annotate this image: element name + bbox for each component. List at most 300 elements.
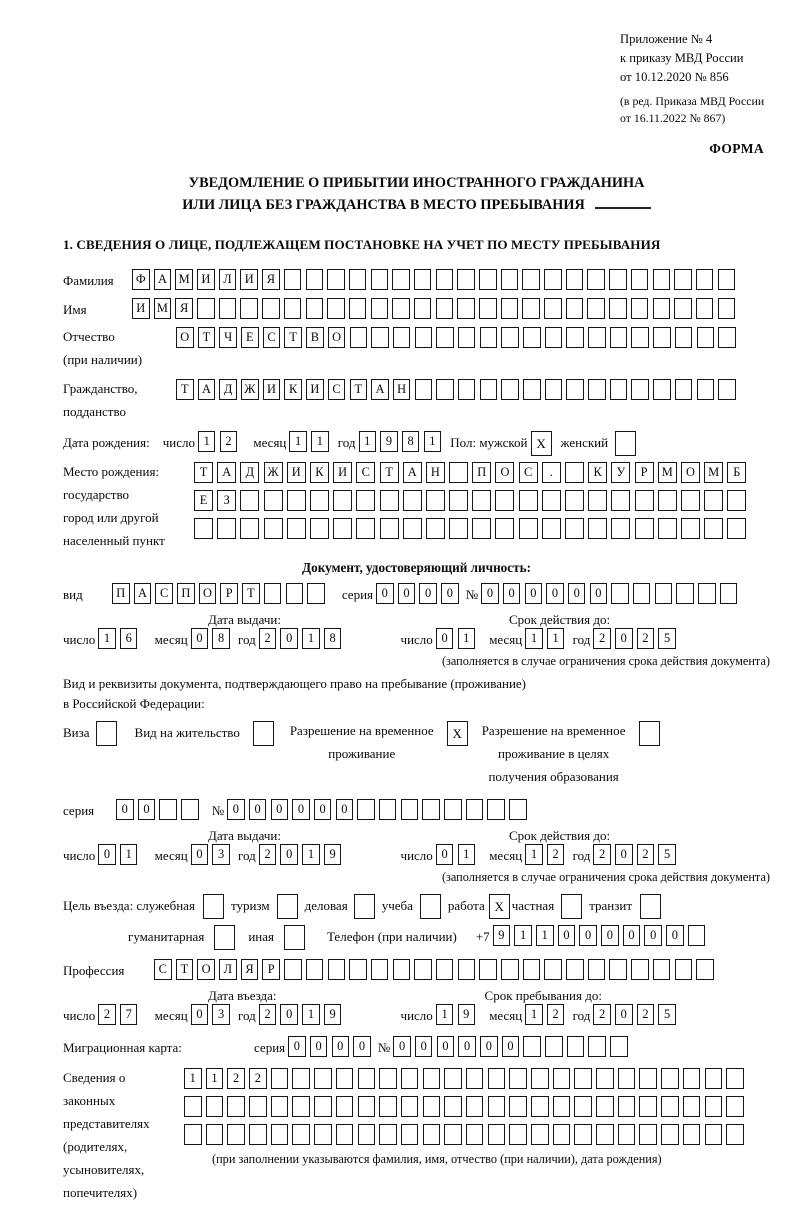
legal-reps-row3-cell-26[interactable] [726, 1124, 744, 1145]
patronymic-cell-16[interactable] [501, 327, 519, 348]
birthplace-row1-cell-2[interactable]: А [217, 462, 236, 483]
mc-number-cell-5[interactable]: 0 [480, 1036, 498, 1057]
stay-year-cell-2[interactable]: 0 [615, 1004, 633, 1025]
firstname-cell-19[interactable] [522, 298, 540, 319]
mc-number-cell-1[interactable]: 0 [393, 1036, 411, 1057]
legal-reps-row2-cell-11[interactable] [401, 1096, 419, 1117]
legal-reps-row1-cell-24[interactable] [683, 1068, 701, 1089]
doc-number-cell-4[interactable]: 0 [546, 583, 564, 604]
patronymic-cell-14[interactable] [458, 327, 476, 348]
firstname-cell-4[interactable] [197, 298, 215, 319]
surname-cell-20[interactable] [544, 269, 562, 290]
legal-reps-row1-cell-14[interactable] [466, 1068, 484, 1089]
profession-cell-15[interactable] [458, 959, 476, 980]
birthplace-row3-cell-19[interactable] [611, 518, 630, 539]
doc-number-cell-1[interactable]: 0 [481, 583, 499, 604]
legal-reps-row1-cell-26[interactable] [726, 1068, 744, 1089]
mc-number-cell-2[interactable]: 0 [415, 1036, 433, 1057]
birthplace-row1-cell-4[interactable]: Ж [264, 462, 283, 483]
birthplace-row2-cell-5[interactable] [287, 490, 306, 511]
legal-reps-row2-cell-18[interactable] [553, 1096, 571, 1117]
firstname-cell-1[interactable]: И [132, 298, 150, 319]
permit-issue-year-cell-4[interactable]: 9 [324, 844, 342, 865]
birthplace-row3-cell-11[interactable] [426, 518, 445, 539]
permit-series-cell-2[interactable]: 0 [138, 799, 156, 820]
phone-number-cell-6[interactable]: 0 [601, 925, 619, 946]
doc-valid-year-cell-2[interactable]: 0 [615, 628, 633, 649]
birthplace-row3-cell-15[interactable] [519, 518, 538, 539]
birthplace-row3-cell-8[interactable] [356, 518, 375, 539]
legal-reps-row1-cell-13[interactable] [444, 1068, 462, 1089]
legal-reps-row3-cell-5[interactable] [271, 1124, 289, 1145]
residence-permit-checkbox[interactable] [253, 721, 274, 746]
firstname-cell-10[interactable] [327, 298, 345, 319]
birthplace-row3-cell-3[interactable] [240, 518, 259, 539]
surname-cell-12[interactable] [371, 269, 389, 290]
legal-reps-row1-cell-18[interactable] [553, 1068, 571, 1089]
citizenship-cell-18[interactable] [545, 379, 563, 400]
purpose-study-checkbox[interactable] [420, 894, 441, 919]
doc-number-cell-12[interactable] [720, 583, 738, 604]
purpose-tourism-checkbox[interactable] [277, 894, 298, 919]
phone-number-cell-2[interactable]: 1 [514, 925, 532, 946]
surname-cell-19[interactable] [522, 269, 540, 290]
permit-number-cell-8[interactable] [379, 799, 397, 820]
surname-cell-11[interactable] [349, 269, 367, 290]
patronymic-cell-6[interactable]: Т [284, 327, 302, 348]
doc-number-cell-2[interactable]: 0 [503, 583, 521, 604]
birth-day-cell-2[interactable]: 2 [220, 431, 238, 452]
mc-number-cell-7[interactable] [523, 1036, 541, 1057]
legal-reps-row1-cell-9[interactable] [358, 1068, 376, 1089]
surname-cell-26[interactable] [674, 269, 692, 290]
permit-number-cell-6[interactable]: 0 [336, 799, 354, 820]
birthplace-row2-cell-14[interactable] [495, 490, 514, 511]
citizenship-cell-8[interactable]: С [328, 379, 346, 400]
surname-cell-23[interactable] [609, 269, 627, 290]
phone-number-cell-1[interactable]: 9 [493, 925, 511, 946]
citizenship-cell-23[interactable] [653, 379, 671, 400]
legal-reps-row2-cell-9[interactable] [358, 1096, 376, 1117]
legal-reps-row3-cell-23[interactable] [661, 1124, 679, 1145]
doc-number-cell-9[interactable] [655, 583, 673, 604]
firstname-cell-15[interactable] [436, 298, 454, 319]
patronymic-cell-4[interactable]: Е [241, 327, 259, 348]
firstname-cell-13[interactable] [392, 298, 410, 319]
doc-type-cell-10[interactable] [307, 583, 325, 604]
legal-reps-row3-cell-15[interactable] [488, 1124, 506, 1145]
profession-cell-13[interactable] [414, 959, 432, 980]
birthplace-row3-cell-7[interactable] [333, 518, 352, 539]
birthplace-row1-cell-23[interactable]: М [704, 462, 723, 483]
firstname-cell-28[interactable] [718, 298, 736, 319]
patronymic-cell-15[interactable] [480, 327, 498, 348]
citizenship-cell-13[interactable] [436, 379, 454, 400]
birthplace-row1-cell-24[interactable]: Б [727, 462, 746, 483]
doc-valid-year-cell-1[interactable]: 2 [593, 628, 611, 649]
doc-type-cell-2[interactable]: А [134, 583, 152, 604]
birthplace-row3-cell-4[interactable] [264, 518, 283, 539]
legal-reps-row2-cell-25[interactable] [705, 1096, 723, 1117]
mc-series-cell-4[interactable]: 0 [353, 1036, 371, 1057]
birthplace-row3-cell-9[interactable] [380, 518, 399, 539]
mc-number-cell-9[interactable] [567, 1036, 585, 1057]
legal-reps-row3-cell-14[interactable] [466, 1124, 484, 1145]
firstname-cell-24[interactable] [631, 298, 649, 319]
birthplace-row3-cell-6[interactable] [310, 518, 329, 539]
birthplace-row2-cell-21[interactable] [658, 490, 677, 511]
firstname-cell-7[interactable] [262, 298, 280, 319]
firstname-cell-21[interactable] [566, 298, 584, 319]
legal-reps-row3-cell-16[interactable] [509, 1124, 527, 1145]
profession-cell-10[interactable] [349, 959, 367, 980]
surname-cell-8[interactable] [284, 269, 302, 290]
legal-reps-row3-cell-1[interactable] [184, 1124, 202, 1145]
birthplace-row3-cell-24[interactable] [727, 518, 746, 539]
firstname-cell-25[interactable] [653, 298, 671, 319]
birthplace-row1-cell-8[interactable]: С [356, 462, 375, 483]
firstname-cell-27[interactable] [696, 298, 714, 319]
patronymic-cell-5[interactable]: С [263, 327, 281, 348]
birthplace-row2-cell-2[interactable]: З [217, 490, 236, 511]
legal-reps-row2-cell-12[interactable] [423, 1096, 441, 1117]
citizenship-cell-2[interactable]: А [198, 379, 216, 400]
visa-checkbox[interactable] [96, 721, 117, 746]
profession-cell-11[interactable] [371, 959, 389, 980]
permit-number-cell-7[interactable] [357, 799, 375, 820]
legal-reps-row2-cell-16[interactable] [509, 1096, 527, 1117]
profession-cell-20[interactable] [566, 959, 584, 980]
firstname-cell-26[interactable] [674, 298, 692, 319]
surname-cell-3[interactable]: М [175, 269, 193, 290]
profession-cell-24[interactable] [653, 959, 671, 980]
birthplace-row1-cell-21[interactable]: М [658, 462, 677, 483]
patronymic-cell-13[interactable] [436, 327, 454, 348]
purpose-business-checkbox[interactable] [354, 894, 375, 919]
birthplace-row2-cell-3[interactable] [240, 490, 259, 511]
legal-reps-row3-cell-9[interactable] [358, 1124, 376, 1145]
birthplace-row1-cell-7[interactable]: И [333, 462, 352, 483]
birthplace-row3-cell-23[interactable] [704, 518, 723, 539]
citizenship-cell-3[interactable]: Д [219, 379, 237, 400]
doc-issue-month-cell-2[interactable]: 8 [212, 628, 230, 649]
stay-month-cell-1[interactable]: 1 [525, 1004, 543, 1025]
doc-series-cell-4[interactable]: 0 [441, 583, 459, 604]
doc-type-cell-7[interactable]: Т [242, 583, 260, 604]
surname-cell-1[interactable]: Ф [132, 269, 150, 290]
birthplace-row3-cell-16[interactable] [542, 518, 561, 539]
legal-reps-row3-cell-20[interactable] [596, 1124, 614, 1145]
surname-cell-21[interactable] [566, 269, 584, 290]
citizenship-cell-7[interactable]: И [306, 379, 324, 400]
permit-series-cell-3[interactable] [159, 799, 177, 820]
legal-reps-row2-cell-21[interactable] [618, 1096, 636, 1117]
entry-year-cell-4[interactable]: 9 [324, 1004, 342, 1025]
doc-number-cell-8[interactable] [633, 583, 651, 604]
firstname-cell-17[interactable] [479, 298, 497, 319]
profession-cell-1[interactable]: С [154, 959, 172, 980]
doc-issue-year-cell-2[interactable]: 0 [280, 628, 298, 649]
permit-valid-day-cell-1[interactable]: 0 [436, 844, 454, 865]
birthplace-row3-cell-21[interactable] [658, 518, 677, 539]
legal-reps-row3-cell-21[interactable] [618, 1124, 636, 1145]
surname-cell-15[interactable] [436, 269, 454, 290]
patronymic-cell-17[interactable] [523, 327, 541, 348]
birth-year-cell-1[interactable]: 1 [359, 431, 377, 452]
birthplace-row3-cell-12[interactable] [449, 518, 468, 539]
birthplace-row2-cell-23[interactable] [704, 490, 723, 511]
legal-reps-row1-cell-16[interactable] [509, 1068, 527, 1089]
citizenship-cell-10[interactable]: А [371, 379, 389, 400]
birth-month-cell-1[interactable]: 1 [289, 431, 307, 452]
legal-reps-row1-cell-23[interactable] [661, 1068, 679, 1089]
permit-issue-year-cell-1[interactable]: 2 [259, 844, 277, 865]
legal-reps-row1-cell-22[interactable] [639, 1068, 657, 1089]
permit-number-cell-13[interactable] [487, 799, 505, 820]
profession-cell-25[interactable] [675, 959, 693, 980]
patronymic-cell-3[interactable]: Ч [219, 327, 237, 348]
entry-month-cell-2[interactable]: 3 [212, 1004, 230, 1025]
permit-number-cell-4[interactable]: 0 [292, 799, 310, 820]
permit-number-cell-10[interactable] [422, 799, 440, 820]
birthplace-row2-cell-13[interactable] [472, 490, 491, 511]
birthplace-row3-cell-10[interactable] [403, 518, 422, 539]
patronymic-cell-12[interactable] [415, 327, 433, 348]
legal-reps-row3-cell-22[interactable] [639, 1124, 657, 1145]
legal-reps-row1-cell-2[interactable]: 1 [206, 1068, 224, 1089]
doc-number-cell-3[interactable]: 0 [525, 583, 543, 604]
phone-number-cell-7[interactable]: 0 [623, 925, 641, 946]
birthplace-row3-cell-18[interactable] [588, 518, 607, 539]
doc-type-cell-9[interactable] [286, 583, 304, 604]
firstname-cell-16[interactable] [457, 298, 475, 319]
firstname-cell-18[interactable] [501, 298, 519, 319]
birthplace-row1-cell-6[interactable]: К [310, 462, 329, 483]
doc-number-cell-11[interactable] [698, 583, 716, 604]
birthplace-row3-cell-5[interactable] [287, 518, 306, 539]
firstname-cell-6[interactable] [240, 298, 258, 319]
permit-valid-year-cell-4[interactable]: 5 [658, 844, 676, 865]
birthplace-row3-cell-20[interactable] [635, 518, 654, 539]
citizenship-cell-17[interactable] [523, 379, 541, 400]
phone-number-cell-5[interactable]: 0 [579, 925, 597, 946]
stay-month-cell-2[interactable]: 2 [547, 1004, 565, 1025]
entry-year-cell-3[interactable]: 1 [302, 1004, 320, 1025]
legal-reps-row1-cell-5[interactable] [271, 1068, 289, 1089]
phone-number-cell-10[interactable] [688, 925, 706, 946]
profession-cell-6[interactable]: Р [262, 959, 280, 980]
stay-day-cell-1[interactable]: 1 [436, 1004, 454, 1025]
citizenship-cell-26[interactable] [718, 379, 736, 400]
surname-cell-16[interactable] [457, 269, 475, 290]
mc-series-cell-2[interactable]: 0 [310, 1036, 328, 1057]
doc-issue-year-cell-3[interactable]: 1 [302, 628, 320, 649]
birthplace-row2-cell-9[interactable] [380, 490, 399, 511]
profession-cell-7[interactable] [284, 959, 302, 980]
birthplace-row2-cell-8[interactable] [356, 490, 375, 511]
doc-number-cell-6[interactable]: 0 [590, 583, 608, 604]
birthplace-row2-cell-18[interactable] [588, 490, 607, 511]
doc-valid-year-cell-3[interactable]: 2 [637, 628, 655, 649]
legal-reps-row3-cell-19[interactable] [574, 1124, 592, 1145]
patronymic-cell-18[interactable] [545, 327, 563, 348]
legal-reps-row3-cell-7[interactable] [314, 1124, 332, 1145]
patronymic-cell-8[interactable]: О [328, 327, 346, 348]
entry-year-cell-2[interactable]: 0 [280, 1004, 298, 1025]
permit-issue-year-cell-3[interactable]: 1 [302, 844, 320, 865]
legal-reps-row3-cell-24[interactable] [683, 1124, 701, 1145]
patronymic-cell-10[interactable] [371, 327, 389, 348]
birthplace-row2-cell-19[interactable] [611, 490, 630, 511]
surname-cell-27[interactable] [696, 269, 714, 290]
surname-cell-9[interactable] [306, 269, 324, 290]
permit-valid-month-cell-2[interactable]: 2 [547, 844, 565, 865]
birthplace-row3-cell-1[interactable] [194, 518, 213, 539]
birthplace-row1-cell-3[interactable]: Д [240, 462, 259, 483]
legal-reps-row2-cell-5[interactable] [271, 1096, 289, 1117]
birthplace-row1-cell-22[interactable]: О [681, 462, 700, 483]
doc-issue-day-cell-2[interactable]: 6 [120, 628, 138, 649]
legal-reps-row1-cell-4[interactable]: 2 [249, 1068, 267, 1089]
surname-cell-17[interactable] [479, 269, 497, 290]
surname-cell-14[interactable] [414, 269, 432, 290]
legal-reps-row1-cell-19[interactable] [574, 1068, 592, 1089]
profession-cell-14[interactable] [436, 959, 454, 980]
birth-year-cell-2[interactable]: 9 [380, 431, 398, 452]
male-checkbox[interactable]: X [531, 431, 552, 456]
phone-number-cell-9[interactable]: 0 [666, 925, 684, 946]
surname-cell-7[interactable]: Я [262, 269, 280, 290]
purpose-private-checkbox[interactable] [561, 894, 582, 919]
profession-cell-8[interactable] [306, 959, 324, 980]
temp-residence-checkbox[interactable]: X [447, 721, 468, 746]
legal-reps-row1-cell-6[interactable] [292, 1068, 310, 1089]
permit-series-cell-1[interactable]: 0 [116, 799, 134, 820]
doc-type-cell-3[interactable]: С [155, 583, 173, 604]
patronymic-cell-19[interactable] [566, 327, 584, 348]
doc-type-cell-6[interactable]: Р [220, 583, 238, 604]
doc-valid-year-cell-4[interactable]: 5 [658, 628, 676, 649]
legal-reps-row2-cell-19[interactable] [574, 1096, 592, 1117]
legal-reps-row3-cell-8[interactable] [336, 1124, 354, 1145]
female-checkbox[interactable] [615, 431, 636, 456]
birthplace-row1-cell-17[interactable] [565, 462, 584, 483]
doc-issue-month-cell-1[interactable]: 0 [191, 628, 209, 649]
birth-year-cell-3[interactable]: 8 [402, 431, 420, 452]
permit-number-cell-1[interactable]: 0 [227, 799, 245, 820]
entry-month-cell-1[interactable]: 0 [191, 1004, 209, 1025]
legal-reps-row2-cell-6[interactable] [292, 1096, 310, 1117]
profession-cell-2[interactable]: Т [176, 959, 194, 980]
firstname-cell-8[interactable] [284, 298, 302, 319]
entry-day-cell-1[interactable]: 2 [98, 1004, 116, 1025]
citizenship-cell-6[interactable]: К [284, 379, 302, 400]
entry-day-cell-2[interactable]: 7 [120, 1004, 138, 1025]
doc-valid-day-cell-2[interactable]: 1 [458, 628, 476, 649]
birthplace-row1-cell-14[interactable]: О [495, 462, 514, 483]
profession-cell-3[interactable]: О [197, 959, 215, 980]
birthplace-row1-cell-11[interactable]: Н [426, 462, 445, 483]
surname-cell-28[interactable] [718, 269, 736, 290]
purpose-other-checkbox[interactable] [284, 925, 305, 950]
stay-year-cell-1[interactable]: 2 [593, 1004, 611, 1025]
profession-cell-21[interactable] [588, 959, 606, 980]
birth-day-cell-1[interactable]: 1 [198, 431, 216, 452]
doc-valid-month-cell-2[interactable]: 1 [547, 628, 565, 649]
patronymic-cell-22[interactable] [631, 327, 649, 348]
birthplace-row1-cell-5[interactable]: И [287, 462, 306, 483]
purpose-work-checkbox[interactable]: X [489, 894, 510, 919]
firstname-cell-22[interactable] [587, 298, 605, 319]
legal-reps-row2-cell-23[interactable] [661, 1096, 679, 1117]
permit-issue-day-cell-2[interactable]: 1 [120, 844, 138, 865]
legal-reps-row3-cell-10[interactable] [379, 1124, 397, 1145]
purpose-transit-checkbox[interactable] [640, 894, 661, 919]
doc-series-cell-1[interactable]: 0 [376, 583, 394, 604]
birthplace-row1-cell-16[interactable]: . [542, 462, 561, 483]
entry-year-cell-1[interactable]: 2 [259, 1004, 277, 1025]
stay-year-cell-3[interactable]: 2 [637, 1004, 655, 1025]
mc-series-cell-1[interactable]: 0 [288, 1036, 306, 1057]
birthplace-row2-cell-16[interactable] [542, 490, 561, 511]
doc-type-cell-4[interactable]: П [177, 583, 195, 604]
phone-number-cell-8[interactable]: 0 [644, 925, 662, 946]
birthplace-row1-cell-20[interactable]: Р [635, 462, 654, 483]
legal-reps-row3-cell-6[interactable] [292, 1124, 310, 1145]
citizenship-cell-14[interactable] [458, 379, 476, 400]
birthplace-row2-cell-17[interactable] [565, 490, 584, 511]
permit-series-cell-4[interactable] [181, 799, 199, 820]
permit-number-cell-2[interactable]: 0 [249, 799, 267, 820]
patronymic-cell-23[interactable] [653, 327, 671, 348]
legal-reps-row2-cell-4[interactable] [249, 1096, 267, 1117]
patronymic-cell-11[interactable] [393, 327, 411, 348]
profession-cell-5[interactable]: Я [241, 959, 259, 980]
profession-cell-16[interactable] [479, 959, 497, 980]
birth-year-cell-4[interactable]: 1 [424, 431, 442, 452]
profession-cell-12[interactable] [393, 959, 411, 980]
patronymic-cell-20[interactable] [588, 327, 606, 348]
legal-reps-row2-cell-10[interactable] [379, 1096, 397, 1117]
legal-reps-row1-cell-7[interactable] [314, 1068, 332, 1089]
surname-cell-2[interactable]: А [154, 269, 172, 290]
birthplace-row2-cell-7[interactable] [333, 490, 352, 511]
birthplace-row1-cell-13[interactable]: П [472, 462, 491, 483]
temp-residence-edu-checkbox[interactable] [639, 721, 660, 746]
doc-issue-year-cell-4[interactable]: 8 [324, 628, 342, 649]
mc-number-cell-8[interactable] [545, 1036, 563, 1057]
legal-reps-row3-cell-2[interactable] [206, 1124, 224, 1145]
permit-valid-year-cell-1[interactable]: 2 [593, 844, 611, 865]
doc-type-cell-8[interactable] [264, 583, 282, 604]
birthplace-row3-cell-17[interactable] [565, 518, 584, 539]
citizenship-cell-9[interactable]: Т [350, 379, 368, 400]
permit-issue-day-cell-1[interactable]: 0 [98, 844, 116, 865]
birthplace-row1-cell-9[interactable]: Т [380, 462, 399, 483]
permit-valid-month-cell-1[interactable]: 1 [525, 844, 543, 865]
profession-cell-26[interactable] [696, 959, 714, 980]
legal-reps-row3-cell-17[interactable] [531, 1124, 549, 1145]
doc-issue-day-cell-1[interactable]: 1 [98, 628, 116, 649]
birth-month-cell-2[interactable]: 1 [311, 431, 329, 452]
profession-cell-9[interactable] [328, 959, 346, 980]
birthplace-row2-cell-12[interactable] [449, 490, 468, 511]
permit-issue-month-cell-2[interactable]: 3 [212, 844, 230, 865]
patronymic-cell-25[interactable] [697, 327, 715, 348]
profession-cell-4[interactable]: Л [219, 959, 237, 980]
citizenship-cell-5[interactable]: И [263, 379, 281, 400]
citizenship-cell-16[interactable] [501, 379, 519, 400]
